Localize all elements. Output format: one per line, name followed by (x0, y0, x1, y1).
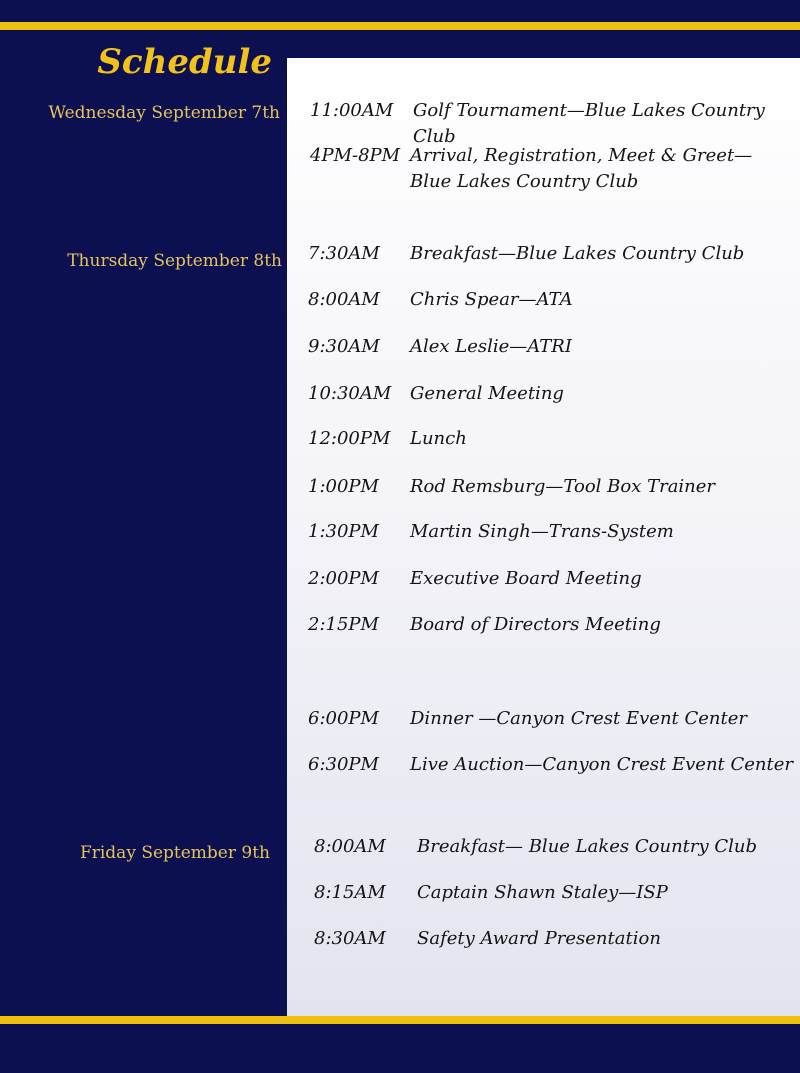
event-desc: Breakfast— Blue Lakes Country Club (417, 836, 758, 857)
event-time: 12:00PM (308, 428, 391, 449)
top-stripe (0, 22, 800, 30)
event-desc: Board of Directors Meeting (410, 614, 661, 635)
day-label-wednesday: Wednesday September 7th (48, 103, 280, 123)
event-time: 8:00AM (314, 836, 386, 857)
event-time: 2:15PM (308, 614, 379, 635)
event-desc: Executive Board Meeting (410, 568, 642, 589)
event-time: 2:00PM (308, 568, 379, 589)
event-desc: Rod Remsburg—Tool Box Trainer (410, 476, 716, 497)
event-time: 8:30AM (314, 928, 386, 949)
event-desc: General Meeting (410, 383, 564, 404)
event-time: 1:00PM (308, 476, 379, 497)
event-desc: Alex Leslie—ATRI (410, 336, 572, 357)
event-desc: Captain Shawn Staley—ISP (417, 882, 668, 903)
event-time: 11:00AM (310, 100, 394, 121)
bottom-stripe (0, 1016, 800, 1024)
event-desc: Breakfast—Blue Lakes Country Club (410, 243, 745, 264)
event-desc: Lunch (410, 428, 467, 449)
event-time: 6:00PM (308, 708, 379, 729)
event-desc: Chris Spear—ATA (410, 289, 573, 310)
event-time: 4PM-8PM (310, 145, 401, 166)
event-desc: Live Auction—Canyon Crest Event Center (410, 754, 794, 775)
event-time: 9:30AM (308, 336, 380, 357)
event-time: 8:00AM (308, 289, 380, 310)
event-desc: Dinner —Canyon Crest Event Center (410, 708, 748, 729)
event-time: 10:30AM (308, 383, 392, 404)
event-time: 7:30AM (308, 243, 380, 264)
event-desc: Safety Award Presentation (417, 928, 661, 949)
event-desc: Arrival, Registration, Meet & Greet—Blue Lakes Country Club (410, 145, 753, 192)
event-desc: Golf Tournament—Blue Lakes Country Club (413, 100, 765, 147)
day-label-friday: Friday September 9th (79, 843, 270, 863)
event-time: 6:30PM (308, 754, 379, 775)
event-time: 1:30PM (308, 521, 379, 542)
page-title: Schedule (97, 42, 272, 82)
event-desc: Martin Singh—Trans-System (410, 521, 674, 542)
day-label-thursday: Thursday September 8th (67, 251, 282, 271)
event-time: 8:15AM (314, 882, 386, 903)
